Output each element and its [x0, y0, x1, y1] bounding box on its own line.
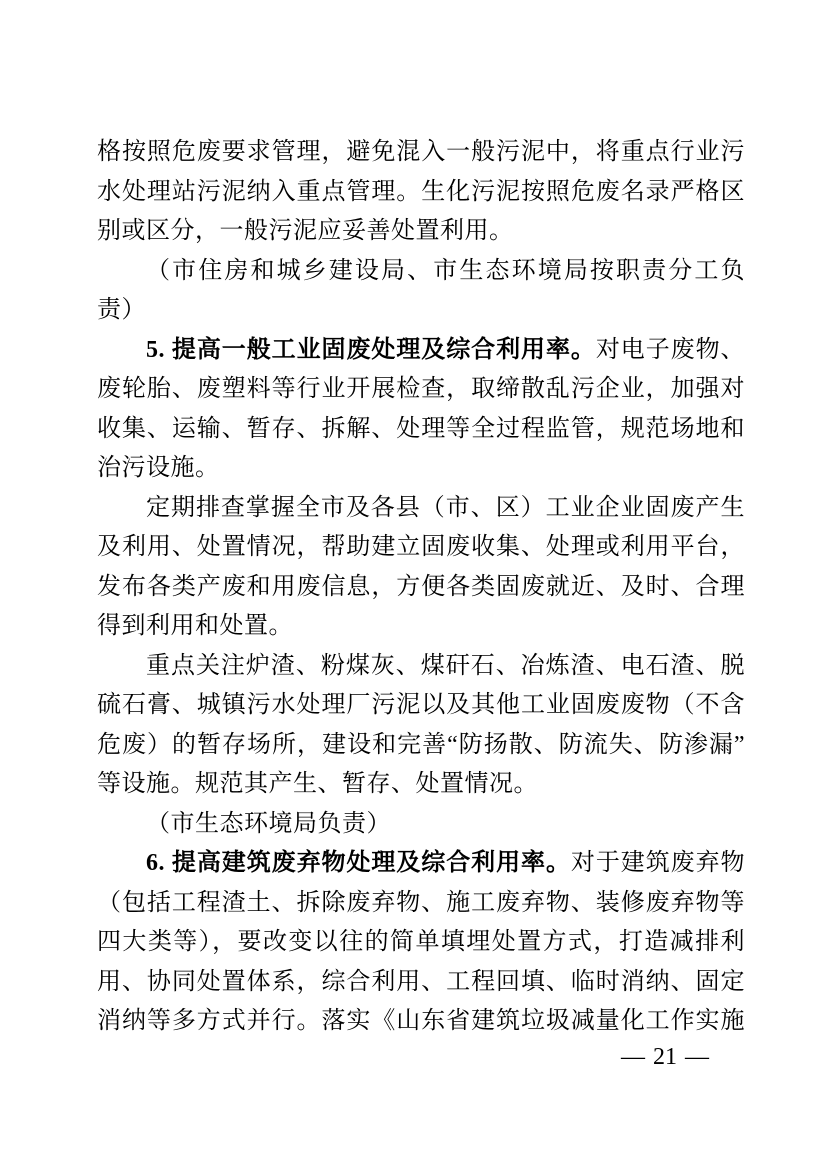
text-line: 危废）的暂存场所，建设和完善“防扬散、防流失、防渗漏”: [97, 731, 745, 758]
text-line: 得到利用和处置。: [97, 613, 293, 639]
text-line: [97, 331, 745, 371]
footer-page-number: 21: [653, 1044, 677, 1070]
text-line: 治污设施。: [97, 455, 220, 481]
item-5-heading: 5. 提高一般工业固废处理及综合利用率。: [146, 336, 596, 363]
responsibility-note-line: （市生态环境局负责）: [146, 810, 391, 837]
responsibility-note-line: 责）: [97, 297, 146, 323]
text-line: 格按照危废要求管理，避免混入一般污泥中，将重点行业污: [97, 139, 745, 165]
text-line: 收集、运输、暂存、拆解、处理等全过程监管，规范场地和: [97, 415, 745, 442]
text-line: 废轮胎、废塑料等行业开展检查，取缔散乱污企业，加强对: [97, 376, 745, 402]
text-line: 定期排查掌握全市及各县（市、区）工业企业固废产生: [146, 494, 745, 521]
page-number: [613, 1042, 717, 1072]
text-line: （包括工程渣土、拆除废弃物、施工废弃物、装修废弃物等: [97, 889, 745, 916]
text-line: 消纳等多方式并行。落实《山东省建筑垃圾减量化工作实施: [97, 1008, 745, 1034]
document-body: [97, 133, 745, 1042]
text-line: 水处理站污泥纳入重点管理。生化污泥按照危废名录严格区: [97, 178, 745, 205]
text-line: 等设施。规范其产生、暂存、处置情况。: [97, 771, 538, 797]
text-line: 重点关注炉渣、粉煤灰、煤矸石、冶炼渣、电石渣、脱: [146, 652, 745, 679]
item-6-heading: 6. 提高建筑废弃物处理及综合利用率。: [146, 850, 571, 876]
footer-dash-right: —: [685, 1044, 709, 1070]
text-line: 四大类等），要改变以往的简单填埋处置方式，打造减排利: [97, 929, 745, 955]
responsibility-note-line: （市住房和城乡建设局、市生态环境局按职责分工负: [146, 257, 745, 284]
text-line: 用、协同处置体系，综合利用、工程回填、临时消纳、固定: [97, 968, 745, 995]
item-6-text: 对于建筑废弃物: [570, 850, 745, 876]
text-line: 及利用、处置情况，帮助建立固废收集、处理或利用平台，: [97, 534, 745, 560]
text-line: 别或区分，一般污泥应妥善处置利用。: [97, 218, 514, 244]
text-line: 发布各类产废和用废信息，方便各类固废就近、及时、合理: [97, 573, 745, 600]
item-5-text: 对电子废物、: [595, 336, 746, 363]
text-line: 硫石膏、城镇污水处理厂污泥以及其他工业固废废物（不含: [97, 692, 745, 718]
text-line: [97, 844, 745, 884]
footer-dash-left: —: [621, 1044, 645, 1070]
